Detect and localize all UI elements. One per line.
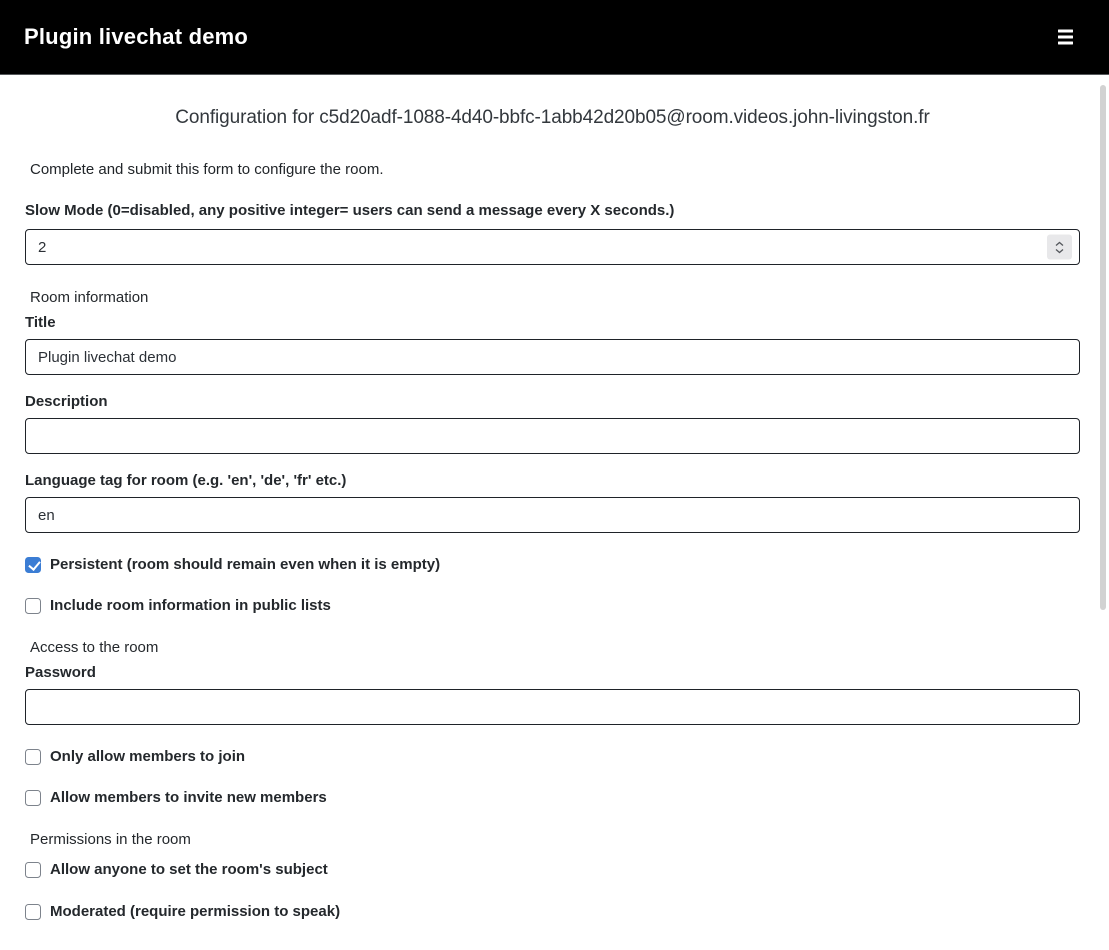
allow-invites-label[interactable]: Allow members to invite new members: [50, 789, 327, 806]
public-list-label[interactable]: Include room information in public lists: [50, 597, 331, 614]
change-subject-row: [25, 861, 1080, 878]
section-permissions: Permissions in the room: [30, 831, 191, 848]
hamburger-icon: [1058, 30, 1073, 33]
change-subject-label[interactable]: Allow anyone to set the room's subject: [50, 861, 328, 878]
allow-invites-checkbox[interactable]: [25, 790, 41, 806]
moderated-row: [25, 903, 1080, 920]
slow-mode-input[interactable]: [25, 229, 1080, 265]
section-room-information: Room information: [30, 289, 149, 306]
scrollbar-thumb[interactable]: [1100, 85, 1106, 610]
persistent-row: [25, 556, 1080, 573]
title-input[interactable]: [25, 339, 1080, 375]
allow-invites-row: [25, 789, 1080, 806]
public-list-checkbox[interactable]: [25, 598, 41, 614]
password-input[interactable]: [25, 689, 1080, 725]
public-list-row: [25, 597, 1080, 614]
room-config-form: [0, 106, 1109, 950]
description-label: Description: [25, 393, 108, 410]
header: [0, 0, 1109, 75]
chevron-up-icon: [1055, 241, 1064, 246]
description-input[interactable]: [25, 418, 1080, 454]
chevron-down-icon: [1055, 248, 1064, 253]
slow-mode-label: Slow Mode (0=disabled, any positive integer= users can send a message every X seconds.): [25, 202, 675, 219]
app-title: Plugin livechat demo: [24, 24, 249, 49]
persistent-label[interactable]: Persistent (room should remain even when it is empty): [50, 556, 441, 573]
members-only-checkbox[interactable]: [25, 749, 41, 765]
menu-button[interactable]: [1052, 24, 1079, 51]
number-stepper[interactable]: [1047, 235, 1072, 260]
title-label: Title: [25, 314, 56, 331]
form-instructions: Complete and submit this form to configure the room.: [30, 161, 384, 178]
members-only-row: [25, 748, 1080, 765]
section-access: Access to the room: [30, 639, 159, 656]
language-input[interactable]: [25, 497, 1080, 533]
change-subject-checkbox[interactable]: [25, 862, 41, 878]
persistent-checkbox[interactable]: [25, 557, 41, 573]
language-label: Language tag for room (e.g. 'en', 'de', 'fr' etc.): [25, 472, 347, 489]
scrollbar[interactable]: [1097, 76, 1109, 938]
slow-mode-field: [25, 229, 1080, 265]
page-title: Configuration for c5d20adf-1088-4d40-bbfc-1abb42d20b05@room.videos.john-livingston.fr: [175, 107, 930, 128]
moderated-label[interactable]: Moderated (require permission to speak): [50, 903, 341, 920]
members-only-label[interactable]: Only allow members to join: [50, 748, 246, 765]
password-label: Password: [25, 664, 96, 681]
moderated-checkbox[interactable]: [25, 904, 41, 920]
